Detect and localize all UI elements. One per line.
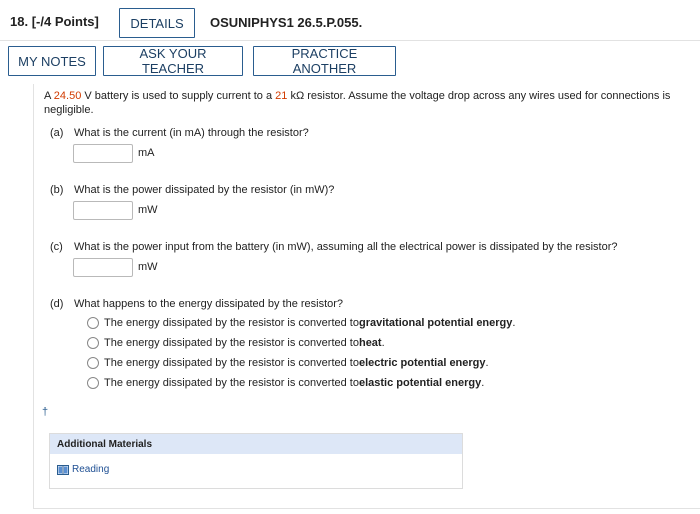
part-a-answer-input[interactable] [73, 144, 133, 163]
part-a-unit: mA [138, 147, 155, 159]
part-c-question: (c) What is the power input from the battery (in mW), assuming all the electrical power is dissipated by the resistor? [50, 241, 618, 253]
radio-button[interactable] [87, 357, 99, 369]
additional-materials-box [49, 433, 463, 489]
resistance-value: 21 [275, 90, 288, 102]
part-c-unit: mW [138, 261, 158, 273]
question-code: OSUNIPHYS1 26.5.P.055. [210, 15, 363, 30]
book-icon [57, 465, 69, 475]
practice-another-button[interactable]: PRACTICE ANOTHER [253, 46, 396, 76]
voltage-value: 24.50 [53, 90, 82, 102]
part-d-question: (d) What happens to the energy dissipated by the resistor? [50, 298, 344, 310]
part-b-unit: mW [138, 204, 158, 216]
my-notes-button[interactable]: MY NOTES [8, 46, 96, 76]
points-label: [-/4 Points] [31, 14, 99, 29]
header-divider [0, 40, 700, 41]
additional-materials-title: Additional Materials [50, 434, 462, 454]
part-b-answer-input[interactable] [73, 201, 133, 220]
radio-button[interactable] [87, 317, 99, 329]
details-button[interactable]: DETAILS [119, 8, 195, 38]
part-d-option-electric[interactable]: The energy dissipated by the resistor is converted to electric potential energy . [87, 356, 489, 370]
radio-button[interactable] [87, 337, 99, 349]
ask-your-teacher-button[interactable]: ASK YOUR TEACHER [103, 46, 243, 76]
question-number: 18. [-/4 Points] [10, 14, 99, 29]
question-header [0, 0, 700, 45]
reading-link[interactable] [57, 464, 109, 475]
part-a-question: (a) What is the current (in mA) through the resistor? [50, 127, 309, 139]
reading-label[interactable]: Reading [72, 464, 110, 475]
part-d-option-gravitational[interactable]: The energy dissipated by the resistor is converted to gravitational potential energy . [87, 316, 515, 330]
part-c-answer-input[interactable] [73, 258, 133, 277]
footnote-marker: † [42, 406, 49, 418]
part-b-question: (b) What is the power dissipated by the resistor (in mW)? [50, 184, 335, 196]
part-d-option-heat[interactable]: The energy dissipated by the resistor is converted to heat . [87, 336, 385, 350]
problem-statement: A 24.50 V battery is used to supply current to a 21 kΩ resistor. Assume the voltage drop across any wires used for connections is negligible. [44, 90, 671, 116]
radio-button[interactable] [87, 377, 99, 389]
part-d-option-elastic[interactable]: The energy dissipated by the resistor is converted to elastic potential energy . [87, 376, 484, 390]
